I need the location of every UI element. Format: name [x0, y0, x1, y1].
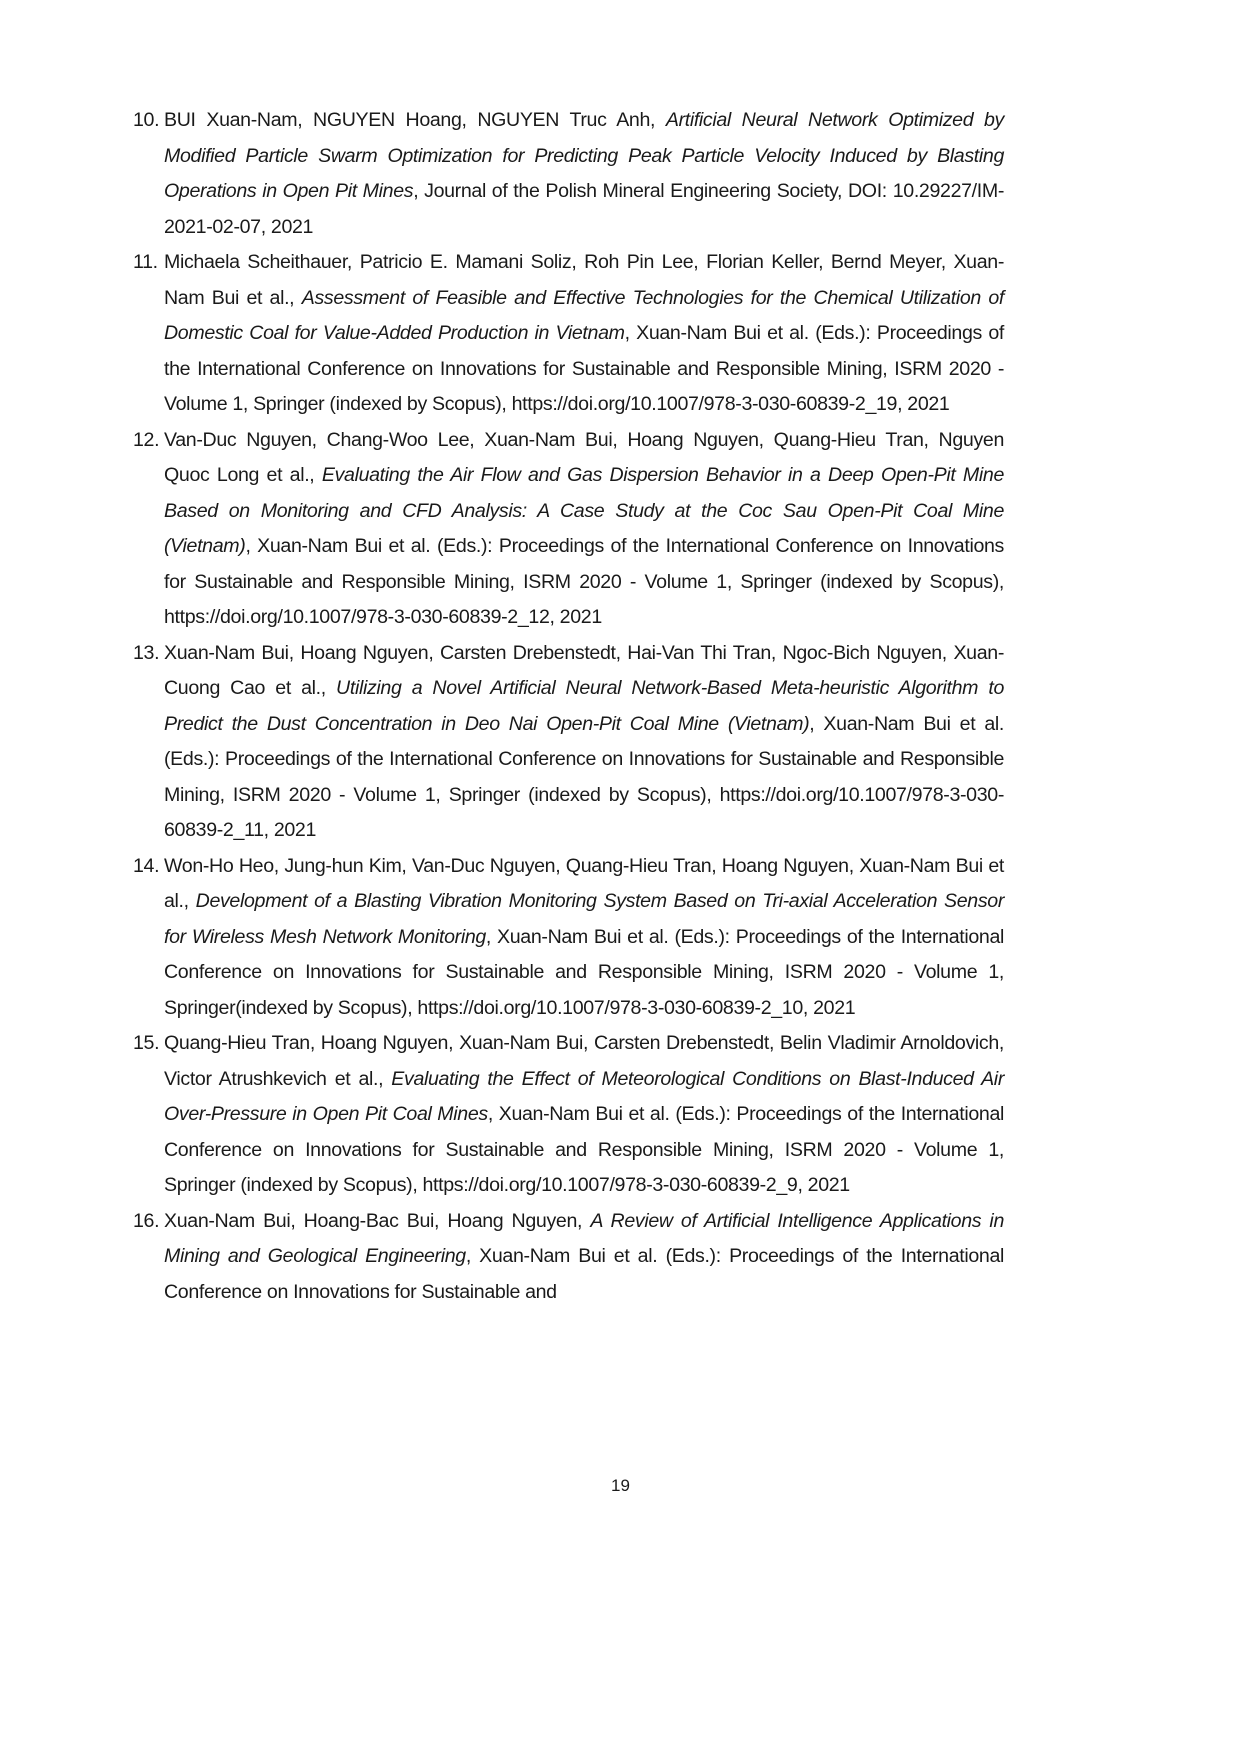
- reference-source: , Journal of the Polish Mineral Engineering Society, DOI: 10.29227/IM-2021-02-07, 2021: [164, 180, 1004, 238]
- reference-item: [133, 103, 1004, 245]
- reference-source: , Xuan-Nam Bui et al. (Eds.): Proceedings of the International Conference on Innovations for Sustainable and Responsible Mining, ISRM 2020 - Volume 1, Springer(indexed by Scopus), https://doi.org/10.1007/978-3-030-60839-2_10, 2021: [164, 925, 1004, 1019]
- reference-title: Assessment of Feasible and Effective Technologies for the Chemical Utilization of Domestic Coal for Value-Added Production in Vietnam: [164, 286, 1004, 344]
- reference-authors: Won-Ho Heo, Jung-hun Kim, Van-Duc Nguyen, Quang-Hieu Tran, Hoang Nguyen, Xuan-Nam Bui et al.,: [164, 854, 1004, 912]
- reference-source: , Xuan-Nam Bui et al. (Eds.): Proceedings of the International Conference on Innovations for Sustainable and Responsible Mining, ISRM 2020 - Volume 1, Springer (indexed by Scopus), https://doi.org/10.1007/978-3-030-60839-2_12, 2021: [164, 535, 1004, 628]
- reference-source: , Xuan-Nam Bui et al. (Eds.): Proceedings of the International Conference on Innovations for Sustainable and Responsible Mining, ISRM 2020 - Volume 1, Springer (indexed by Scopus), https://doi.org/10.1007/978-3-030-60839-2_9, 2021: [164, 1103, 1005, 1196]
- reference-authors: BUI Xuan-Nam, NGUYEN Hoang, NGUYEN Truc Anh,: [164, 109, 666, 131]
- reference-list: [133, 103, 1004, 1310]
- reference-authors: Michaela Scheithauer, Patricio E. Mamani Soliz, Roh Pin Lee, Florian Keller, Bernd Meyer, Xuan-Nam Bui et al.,: [164, 251, 1004, 309]
- reference-number: 10.: [133, 109, 160, 131]
- reference-number: 15.: [133, 1032, 160, 1054]
- reference-authors: Quang-Hieu Tran, Hoang Nguyen, Xuan-Nam Bui, Carsten Drebenstedt, Belin Vladimir Arnoldovich, Victor Atrushkevich et al.,: [164, 1032, 1004, 1090]
- reference-title: Evaluating the Air Flow and Gas Dispersion Behavior in a Deep Open-Pit Mine Based on Monitoring and CFD Analysis: A Case Study at the Coc Sau Open-Pit Coal Mine (Vietnam): [164, 464, 1004, 557]
- reference-authors: Van-Duc Nguyen, Chang-Woo Lee, Xuan-Nam Bui, Hoang Nguyen, Quang-Hieu Tran, Nguyen Quoc Long et al.,: [164, 428, 1004, 486]
- reference-source: , Xuan-Nam Bui et al. (Eds.): Proceedings of the International Conference on Innovations for Sustainable and: [164, 1245, 1005, 1303]
- reference-number: 12.: [133, 428, 160, 451]
- reference-title: A Review of Artificial Intelligence Applications in Mining and Geological Engineering: [164, 1209, 1004, 1267]
- reference-item: [133, 849, 1004, 1027]
- reference-number: 16.: [133, 1209, 160, 1232]
- reference-source: , Xuan-Nam Bui et al. (Eds.): Proceedings of the International Conference on Innovations for Sustainable and Responsible Mining, ISRM 2020 - Volume 1, Springer (indexed by Scopus), https://doi.org/10.1007/978-3-030-60839-2_11, 2021: [164, 712, 1004, 841]
- reference-item: [133, 1026, 1004, 1204]
- reference-title: Artificial Neural Network Optimized by Modified Particle Swarm Optimization for Predicting Peak Particle Velocity Induced by Blasting Operations in Open Pit Mines: [164, 109, 1004, 202]
- reference-number: 13.: [133, 641, 160, 664]
- reference-item: [133, 245, 1004, 423]
- reference-title: Evaluating the Effect of Meteorological Conditions on Blast-Induced Air Over-Pressure in Open Pit Coal Mines: [164, 1067, 1004, 1125]
- reference-number: 14.: [133, 854, 160, 877]
- reference-title: Utilizing a Novel Artificial Neural Network-Based Meta-heuristic Algorithm to Predict the Dust Concentration in Deo Nai Open-Pit Coal Mine (Vietnam): [164, 677, 1004, 735]
- reference-title: Development of a Blasting Vibration Monitoring System Based on Tri-axial Acceleration Sensor for Wireless Mesh Network Monitoring: [164, 890, 1004, 948]
- reference-authors: Xuan-Nam Bui, Hoang-Bac Bui, Hoang Nguyen,: [164, 1209, 591, 1232]
- reference-authors: Xuan-Nam Bui, Hoang Nguyen, Carsten Drebenstedt, Hai-Van Thi Tran, Ngoc-Bich Nguyen, Xuan-Cuong Cao et al.,: [164, 641, 1004, 699]
- reference-number: 11.: [133, 251, 158, 273]
- reference-source: , Xuan-Nam Bui et al. (Eds.): Proceedings of the International Conference on Innovations for Sustainable and Responsible Mining, ISRM 2020 - Volume 1, Springer (indexed by Scopus), https://doi.org/10.1007/978-3-030-60839-2_19, 2021: [164, 322, 1005, 415]
- reference-item: [133, 423, 1004, 636]
- page-number: 19: [611, 1476, 630, 1495]
- reference-item: [133, 1204, 1004, 1311]
- reference-item: [133, 636, 1004, 849]
